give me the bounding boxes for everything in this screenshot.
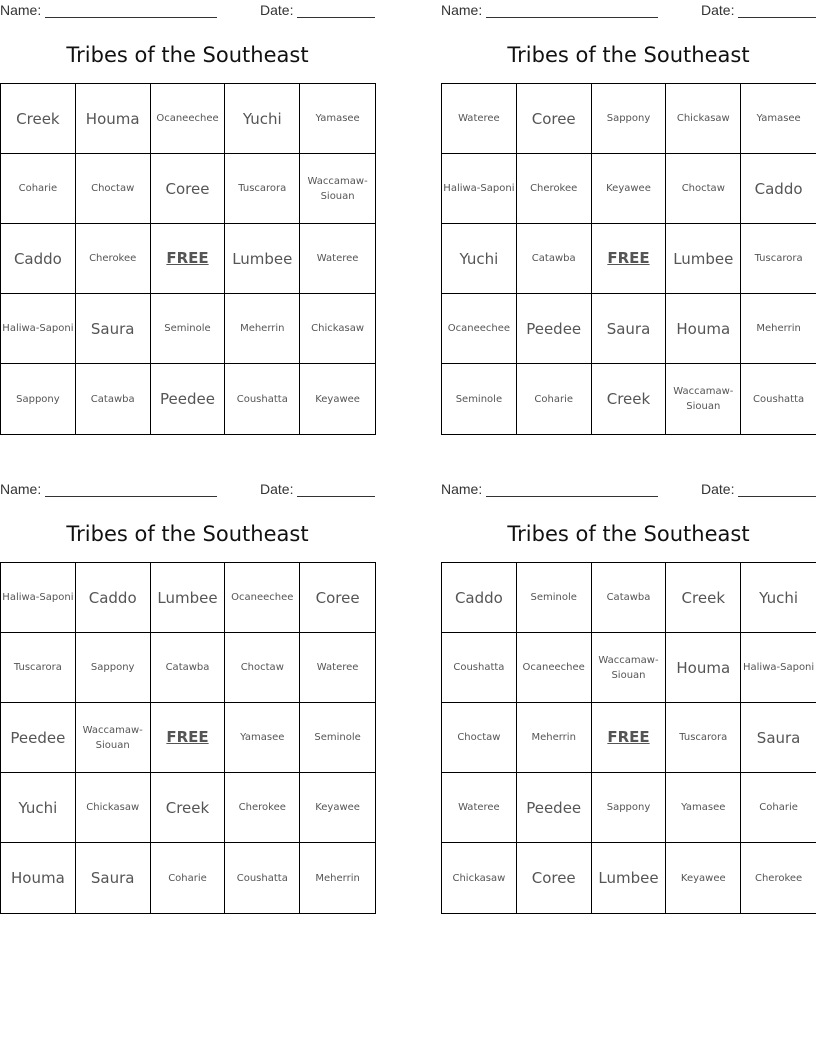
bingo-cell: Yamasee — [741, 84, 816, 154]
bingo-cell: Coushatta — [225, 364, 300, 434]
bingo-cell: Yuchi — [1, 773, 76, 843]
bingo-cell: Seminole — [442, 364, 517, 434]
bingo-cell: Waccamaw-Siouan — [300, 154, 375, 224]
bingo-cell: Meherrin — [517, 703, 592, 773]
bingo-grid — [441, 562, 816, 914]
date-label: Date: — [260, 2, 294, 18]
bingo-cell: Coharie — [151, 843, 226, 913]
bingo-cell: Coharie — [1, 154, 76, 224]
date-line — [738, 496, 816, 497]
bingo-cell: Lumbee — [151, 563, 226, 633]
bingo-card-4 — [441, 479, 816, 915]
date-line — [297, 496, 375, 497]
name-label: Name: — [0, 2, 42, 18]
bingo-cell: Choctaw — [666, 154, 741, 224]
bingo-cell: Seminole — [517, 563, 592, 633]
bingo-cell: Wateree — [442, 773, 517, 843]
bingo-cell: Creek — [666, 563, 741, 633]
card-header — [441, 2, 816, 20]
bingo-cell: Caddo — [1, 224, 76, 294]
bingo-grid — [441, 83, 816, 435]
bingo-cell: Catawba — [592, 563, 667, 633]
bingo-cell: Yamasee — [300, 84, 375, 154]
bingo-cell: Peedee — [151, 364, 226, 434]
bingo-cell: Creek — [1, 84, 76, 154]
card-header — [0, 481, 375, 499]
bingo-cell: Choctaw — [442, 703, 517, 773]
bingo-cell: Peedee — [517, 294, 592, 364]
card-title: Tribes of the Southeast — [507, 522, 750, 546]
bingo-cell: Yamasee — [225, 703, 300, 773]
free-space: FREE — [151, 224, 226, 294]
bingo-cell: Caddo — [442, 563, 517, 633]
bingo-cell: Caddo — [76, 563, 151, 633]
bingo-cell: Tuscarora — [741, 224, 816, 294]
bingo-cell: Coushatta — [225, 843, 300, 913]
bingo-cell: Catawba — [151, 633, 226, 703]
bingo-cell: Tuscarora — [1, 633, 76, 703]
bingo-cell: Cherokee — [754, 872, 803, 884]
bingo-cell: Yuchi — [225, 84, 300, 154]
free-space: FREE — [592, 224, 667, 294]
bingo-card-2 — [441, 0, 816, 436]
card-header — [441, 481, 816, 499]
bingo-cell: Waccamaw-Siouan — [592, 633, 667, 703]
bingo-cell: Tuscarora — [666, 703, 741, 773]
date-line — [297, 17, 375, 18]
bingo-cell: Coushatta — [753, 393, 805, 405]
bingo-cell: Coree — [517, 84, 592, 154]
bingo-cell: Creek — [592, 364, 667, 434]
free-space: FREE — [592, 703, 667, 773]
bingo-cell: Saura — [76, 843, 151, 913]
bingo-cell: Tuscarora — [225, 154, 300, 224]
bingo-cell: Meherrin — [741, 294, 816, 364]
bingo-cell: Caddo — [741, 154, 816, 224]
bingo-cell: Catawba — [517, 224, 592, 294]
date-label: Date: — [701, 2, 735, 18]
card-header — [0, 2, 375, 20]
bingo-cell: Sappony — [592, 773, 667, 843]
bingo-cell: Chickasaw — [666, 84, 741, 154]
bingo-cell: Keyawee — [315, 393, 360, 405]
bingo-cell: Coharie — [517, 364, 592, 434]
card-title: Tribes of the Southeast — [66, 43, 309, 67]
date-label: Date: — [260, 481, 294, 497]
bingo-cell: Waccamaw-Siouan — [76, 703, 151, 773]
bingo-cell: Chickasaw — [76, 773, 151, 843]
bingo-cell: Ocaneechee — [442, 294, 517, 364]
bingo-cell: Yuchi — [442, 224, 517, 294]
bingo-cell: Saura — [76, 294, 151, 364]
bingo-cell: Houma — [666, 633, 741, 703]
bingo-cell: Lumbee — [225, 224, 300, 294]
bingo-cell: Chickasaw — [442, 843, 517, 913]
bingo-cell: Haliwa-Saponi — [741, 633, 816, 703]
bingo-cell: Haliwa-Saponi — [442, 154, 517, 224]
bingo-cell: Coree — [300, 563, 375, 633]
bingo-cell: Coushatta — [442, 633, 517, 703]
free-space: FREE — [151, 703, 226, 773]
bingo-cell: Choctaw — [225, 633, 300, 703]
bingo-cell: Coree — [517, 843, 592, 913]
bingo-cell: Haliwa-Saponi — [1, 563, 76, 633]
bingo-cell: Seminole — [151, 294, 226, 364]
bingo-cell: Houma — [666, 294, 741, 364]
bingo-cell: Sappony — [76, 633, 151, 703]
bingo-cell: Cherokee — [517, 154, 592, 224]
bingo-cell: Yuchi — [741, 563, 816, 633]
bingo-cell: Meherrin — [315, 872, 360, 884]
bingo-cell: Wateree — [442, 84, 517, 154]
bingo-cell: Sappony — [592, 84, 667, 154]
bingo-card-1 — [0, 0, 375, 436]
bingo-cell: Yamasee — [666, 773, 741, 843]
bingo-cell: Houma — [76, 84, 151, 154]
name-line — [486, 17, 658, 18]
bingo-cell: Houma — [1, 843, 76, 913]
bingo-cell: Sappony — [1, 364, 76, 434]
bingo-cell: Catawba — [76, 364, 151, 434]
bingo-cell: Saura — [741, 703, 816, 773]
name-label: Name: — [441, 481, 483, 497]
bingo-cell: Waccamaw-Siouan — [666, 364, 741, 434]
bingo-grid — [0, 562, 376, 914]
bingo-cell: Seminole — [300, 703, 375, 773]
bingo-card-3 — [0, 479, 375, 915]
name-label: Name: — [441, 2, 483, 18]
bingo-cell: Cherokee — [225, 773, 300, 843]
bingo-cell: Coharie — [741, 773, 816, 843]
bingo-cell: Coree — [151, 154, 226, 224]
bingo-cell: Creek — [151, 773, 226, 843]
bingo-cell: Wateree — [300, 633, 375, 703]
bingo-cell: Lumbee — [666, 224, 741, 294]
bingo-cell: Ocaneechee — [225, 563, 300, 633]
name-line — [45, 496, 217, 497]
bingo-cell: Keyawee — [300, 773, 375, 843]
date-line — [738, 17, 816, 18]
bingo-cell: Meherrin — [225, 294, 300, 364]
name-line — [45, 17, 217, 18]
date-label: Date: — [701, 481, 735, 497]
card-title: Tribes of the Southeast — [66, 522, 309, 546]
name-line — [486, 496, 658, 497]
bingo-cell: Keyawee — [666, 843, 741, 913]
bingo-cell: Wateree — [300, 224, 375, 294]
bingo-cell: Saura — [592, 294, 667, 364]
bingo-cell: Chickasaw — [300, 294, 375, 364]
bingo-cell: Choctaw — [76, 154, 151, 224]
card-title: Tribes of the Southeast — [507, 43, 750, 67]
bingo-cell: Ocaneechee — [517, 633, 592, 703]
bingo-cell: Peedee — [517, 773, 592, 843]
bingo-cell: Cherokee — [76, 224, 151, 294]
bingo-cell: Peedee — [1, 703, 76, 773]
bingo-cell: Keyawee — [592, 154, 667, 224]
bingo-cell: Haliwa-Saponi — [1, 294, 76, 364]
bingo-cell: Ocaneechee — [151, 84, 226, 154]
bingo-grid — [0, 83, 376, 435]
bingo-cell: Lumbee — [592, 843, 667, 913]
name-label: Name: — [0, 481, 42, 497]
